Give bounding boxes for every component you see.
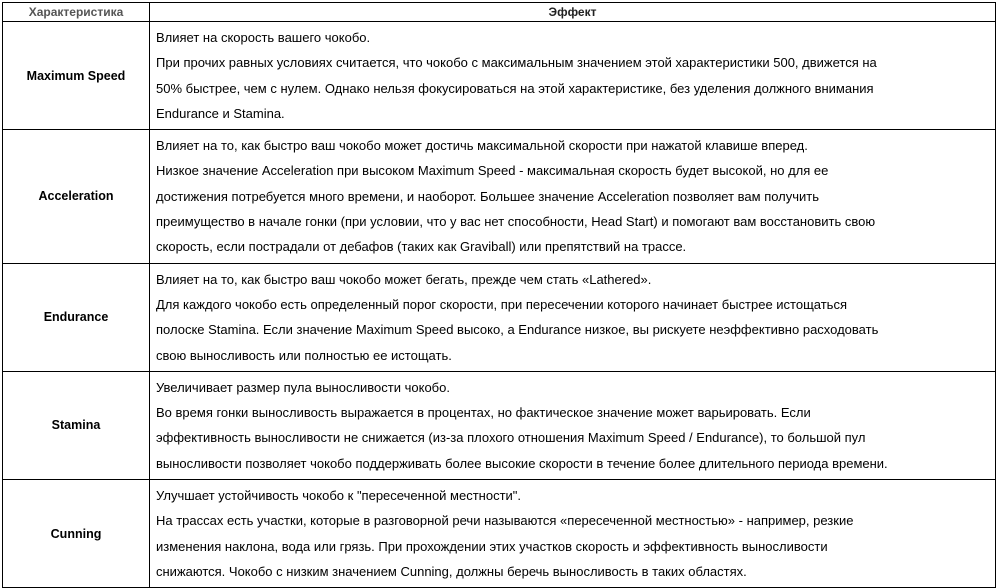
effect-line: 50% быстрее, чем с нулем. Однако нельзя фокусироваться на этой характеристике, без уделения должного внимания <box>156 80 874 96</box>
characteristic-name: Endurance <box>3 263 150 371</box>
table-row <box>3 130 996 263</box>
effect-cell <box>150 130 996 263</box>
table-row <box>3 371 996 479</box>
table-row <box>3 480 996 588</box>
effect-line: достижения потребуется много времени, и наоборот. Большее значение Acceleration позволяет вам получить <box>156 188 820 204</box>
effect-line: выносливости позволяет чокобо поддерживать более высокие скорости в течение более длительного периода времени. <box>156 455 888 471</box>
effect-line: Влияет на то, как быстро ваш чокобо может бегать, прежде чем стать «Lathered». <box>156 271 652 287</box>
effect-cell <box>150 371 996 479</box>
effect-line: свою выносливость или полностью ее истощать. <box>156 347 452 363</box>
effect-cell <box>150 480 996 588</box>
effect-line: Увеличивает размер пула выносливости чокобо. <box>156 379 450 395</box>
effect-line: На трассах есть участки, которые в разговорной речи называются «пересеченной местностью» - например, резкие <box>156 513 854 529</box>
effect-line: Улучшает устойчивость чокобо к "пересеченной местности". <box>156 488 522 504</box>
effect-line: Во время гонки выносливость выражается в процентах, но фактическое значение может варьировать. Если <box>156 405 811 421</box>
effect-line: Влияет на скорость вашего чокобо. <box>156 30 371 45</box>
effect-line: преимущество в начале гонки (при условии, что у вас нет способности, Head Start) и помогают вам восстановить свою <box>156 214 876 230</box>
header-row <box>3 3 996 22</box>
header-effect: Эффект <box>150 3 996 22</box>
effect-line: Для каждого чокобо есть определенный порог скорости, при пересечении которого начинает быстрее истощаться <box>156 296 847 312</box>
characteristic-name: Acceleration <box>3 130 150 263</box>
characteristic-name: Stamina <box>3 371 150 479</box>
header-characteristic: Характеристика <box>3 3 150 22</box>
effect-cell <box>150 263 996 371</box>
characteristic-name: Cunning <box>3 480 150 588</box>
table-row <box>3 22 996 130</box>
effect-line: снижаются. Чокобо с низким значением Cunning, должны беречь выносливость в таких областях. <box>156 563 747 579</box>
effect-line: Endurance и Stamina. <box>156 105 285 121</box>
effect-line: эффективность выносливости не снижается (из-за плохого отношения Maximum Speed / Endurance), то большой пул <box>156 430 866 446</box>
table-row <box>3 263 996 371</box>
effect-line: Влияет на то, как быстро ваш чокобо может достичь максимальной скорости при нажатой клавише вперед. <box>156 138 808 154</box>
effect-line: скорость, если пострадали от дебафов (таких как Graviball) или препятствий на трассе. <box>156 239 687 255</box>
effect-line: При прочих равных условиях считается, что чокобо с максимальным значением этой характеристики 500, движется на <box>156 55 877 71</box>
effect-line: полоске Stamina. Если значение Maximum Speed высоко, а Endurance низкое, вы рискуете неэффективно расходовать <box>156 322 879 338</box>
characteristics-table <box>2 2 996 588</box>
effect-line: Низкое значение Acceleration при высоком Maximum Speed - максимальная скорость будет высокой, но для ее <box>156 163 829 179</box>
effect-cell <box>150 22 996 130</box>
effect-line: изменения наклона, вода или грязь. При прохождении этих участков скорость и эффективность выносливости <box>156 538 828 554</box>
characteristic-name: Maximum Speed <box>3 22 150 130</box>
